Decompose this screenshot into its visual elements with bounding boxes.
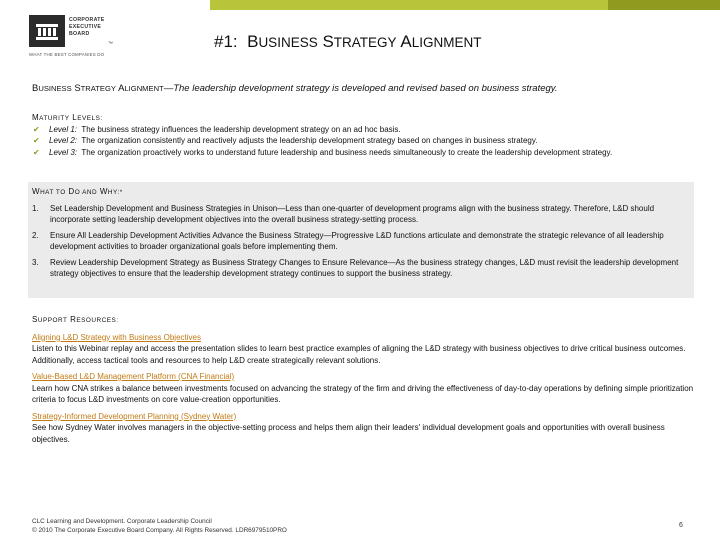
page-number: 6 <box>679 522 683 529</box>
maturity-level-item: ✔ Level 2: The organization consistently and reactively adjusts the leadership development strategy based on changes in business strategy. <box>33 136 538 146</box>
resource-link[interactable]: Aligning L&D Strategy with Business Objectives <box>32 332 201 342</box>
support-resources-section <box>32 314 694 445</box>
maturity-levels-section <box>32 112 692 158</box>
top-accent-band-dark <box>608 0 720 10</box>
maturity-level-item: ✔ Level 3: The organization proactively works to understand future leadership and business needs simultaneously to create the leadership development strategy. <box>33 147 613 157</box>
resource-item <box>32 371 694 406</box>
logo-trademark: ™ <box>108 41 113 47</box>
building-icon <box>36 22 58 40</box>
what-to-do-heading: WHAT TO DO AND WHY:* <box>32 187 123 196</box>
support-resources-heading: SUPPORT RESOURCES: <box>32 315 119 324</box>
checkmark-icon: ✔ <box>33 125 40 135</box>
footer-copyright: © 2010 The Corporate Executive Board Company. All Rights Reserved. LDR6979510PRO <box>32 527 287 534</box>
resource-description: Learn how CNA strikes a balance between investments focused on advancing the strategy of the firm and driving the effectiveness of day-to-day operations by defining simple prioritization criteria to focus L&D investments on core value-creation opportunities. <box>32 383 694 404</box>
resource-description: Listen to this Webinar replay and access the presentation slides to learn best practice examples of aligning the L&D strategy with business objectives to drive critical business outcomes. Additionally, access tactical tools and resources to help L&D create strategically relevant solutions. <box>32 344 686 365</box>
what-to-do-section <box>32 186 694 279</box>
resource-item <box>32 332 694 367</box>
maturity-level-item: ✔ Level 1: The business strategy influences the leadership development strategy on an ad hoc basis. <box>33 125 401 135</box>
resource-item <box>32 411 694 446</box>
footer-source: CLC Learning and Development. Corporate Leadership Council <box>32 518 212 525</box>
action-step: 3. Review Leadership Development Strategy as Business Strategy Changes to Ensure Relevance—As the business strategy changes, L&D must revisit the leadership development strategy objectives to ensure that the leadership development strategy continues to support the business strategy. <box>32 258 679 278</box>
definition-text: The leadership development strategy is developed and revised based on business strategy. <box>173 83 558 94</box>
footer <box>32 517 287 535</box>
checkmark-icon: ✔ <box>33 147 40 157</box>
action-step: 1. Set Leadership Development and Business Strategies in Unison—Less than one-quarter of development programs align with the business strategy. Therefore, L&D should incorporate setting leadership development objectives into the overall business strategy-setting process. <box>32 204 655 224</box>
maturity-levels-heading: MATURITY LEVELS: <box>32 113 103 122</box>
page-title: #1: BUSINESS STRATEGY ALIGNMENT <box>214 32 482 51</box>
action-step: 2. Ensure All Leadership Development Activities Advance the Business Strategy—Progressive L&D functions articulate and demonstrate the strategic relevance of all leadership development activities to broader organizational goals before implementing them. <box>32 231 664 251</box>
resource-description: See how Sydney Water involves managers in the objective-setting process and helps them align their leaders' individual development goals and opportunities with overall business objectives. <box>32 423 665 444</box>
logo-tagline: WHAT THE BEST COMPANIES DO <box>29 52 105 57</box>
ceb-logo <box>29 15 65 47</box>
logo-wordmark: CORPORATE EXECUTIVE BOARD <box>69 17 105 37</box>
resource-link[interactable]: Strategy-Informed Development Planning (Sydney Water) <box>32 411 237 421</box>
resource-link[interactable]: Value-Based L&D Management Platform (CNA Financial) <box>32 372 235 381</box>
checkmark-icon: ✔ <box>33 136 40 146</box>
definition: BUSINESS STRATEGY ALIGNMENT—The leadership development strategy is developed and revised based on business strategy. <box>32 83 558 94</box>
